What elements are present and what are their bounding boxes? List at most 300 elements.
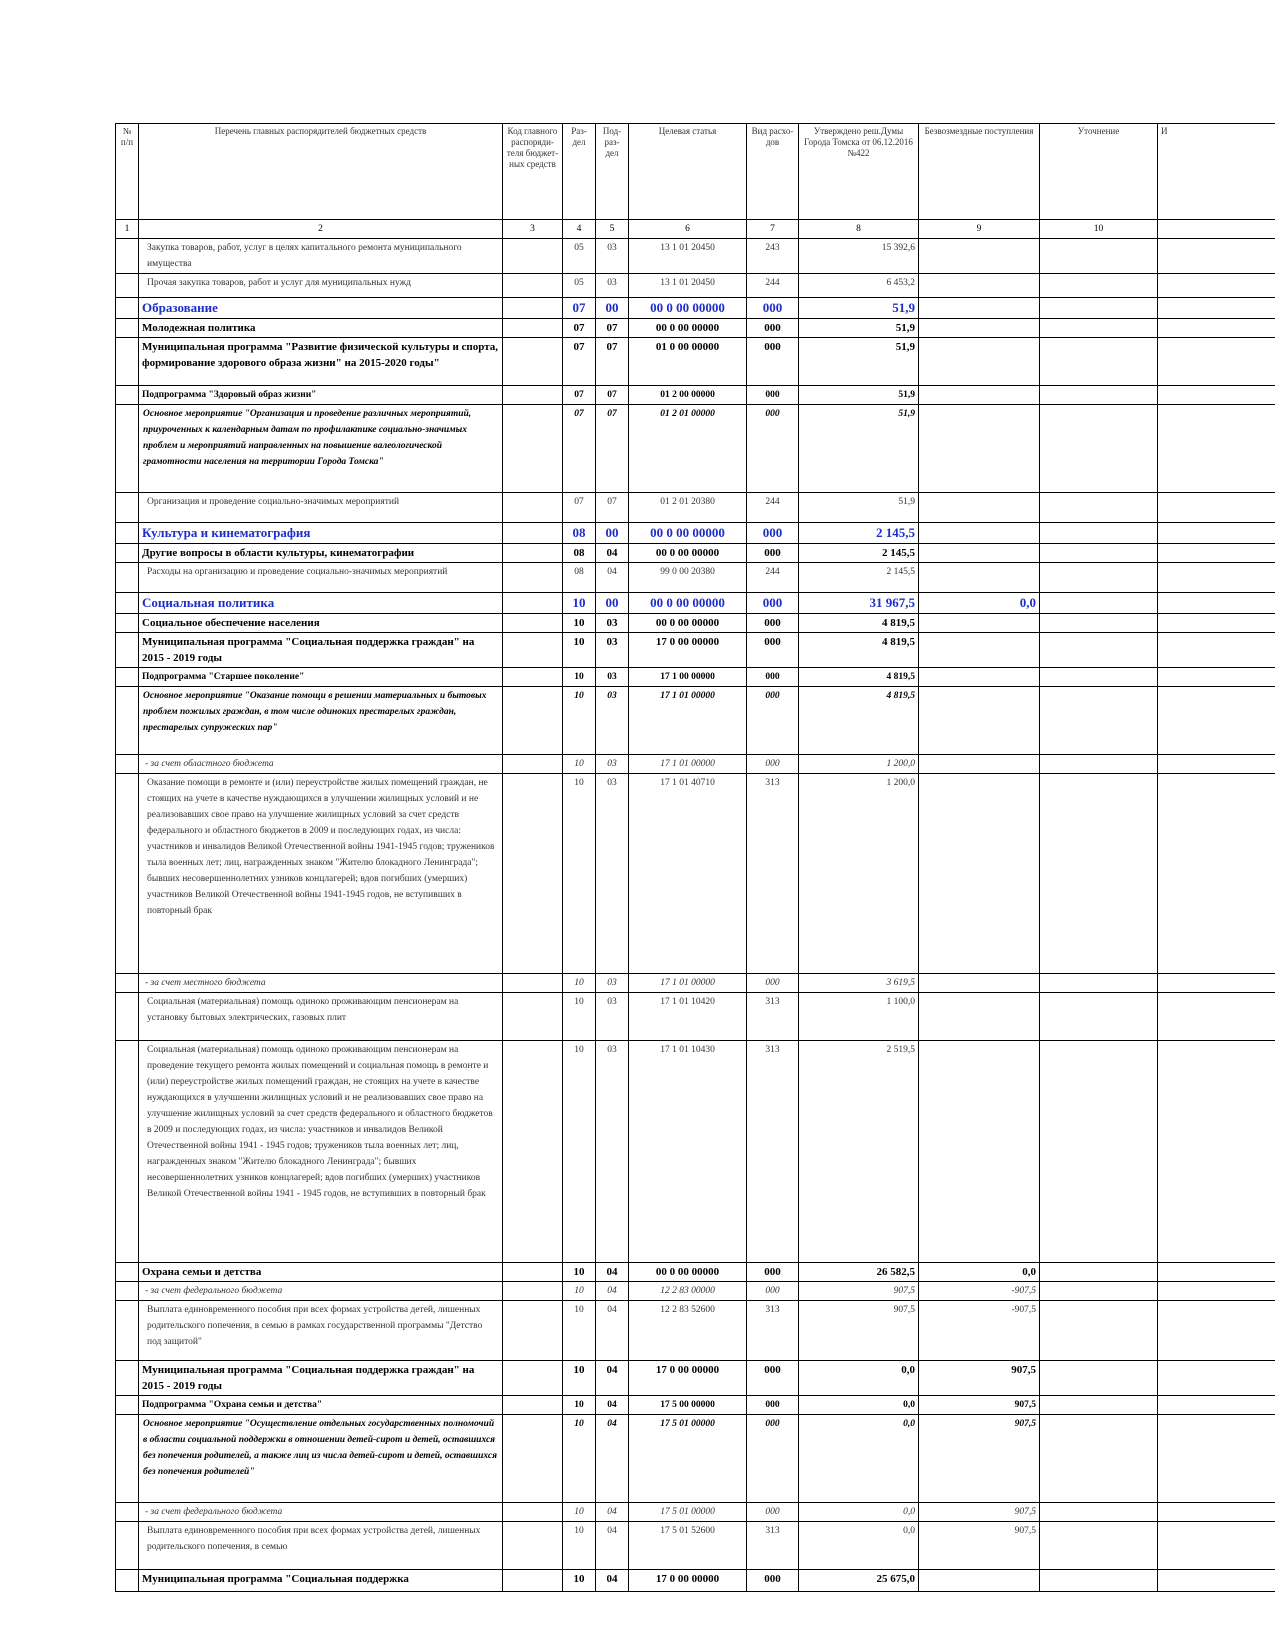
col-number: 8	[799, 220, 919, 239]
razdel-cell: 08	[563, 563, 596, 593]
name-cell: Основное мероприятие "Осуществление отдельных государственных полномочий в области социальной поддержки в отношении детей-сирот и детей, оставшихся без попечения родителей, а также лиц из числа детей-сирот и детей, оставшихся без попечения родителей"	[139, 1415, 503, 1503]
clarify-cell	[1040, 1361, 1158, 1396]
podrazdel-cell: 04	[596, 1415, 629, 1503]
clarify-cell	[1040, 1415, 1158, 1503]
approved-cell: 6 453,2	[799, 274, 919, 298]
clarify-cell	[1040, 523, 1158, 544]
free-cell	[919, 755, 1040, 774]
num-cell	[116, 239, 139, 274]
last-cell	[1158, 1041, 1275, 1263]
razdel-cell: 10	[563, 593, 596, 614]
razdel-cell: 05	[563, 239, 596, 274]
name-cell: Прочая закупка товаров, работ и услуг для муниципальных нужд	[139, 274, 503, 298]
table-row	[116, 614, 1275, 633]
target-cell: 01 2 01 00000	[629, 405, 747, 493]
target-cell: 17 1 01 00000	[629, 755, 747, 774]
podrazdel-cell: 07	[596, 493, 629, 523]
free-cell: 0,0	[919, 593, 1040, 614]
col-number: 5	[596, 220, 629, 239]
clarify-cell	[1040, 1301, 1158, 1361]
last-cell	[1158, 523, 1275, 544]
approved-cell: 1 200,0	[799, 755, 919, 774]
vid-cell: 000	[747, 1503, 799, 1522]
clarify-cell	[1040, 1041, 1158, 1263]
free-cell	[919, 544, 1040, 563]
num-cell	[116, 338, 139, 386]
free-cell	[919, 386, 1040, 405]
num-cell	[116, 1415, 139, 1503]
free-cell	[919, 614, 1040, 633]
razdel-cell: 07	[563, 405, 596, 493]
col-code-header: Код главного распоряди-теля бюджет-ных средств	[503, 124, 563, 220]
target-cell: 12 2 83 52600	[629, 1301, 747, 1361]
podrazdel-cell: 03	[596, 274, 629, 298]
free-cell: -907,5	[919, 1282, 1040, 1301]
podrazdel-cell: 04	[596, 1570, 629, 1592]
name-cell: - за счет федерального бюджета	[139, 1282, 503, 1301]
table-row	[116, 523, 1275, 544]
code-cell	[503, 319, 563, 338]
free-cell	[919, 668, 1040, 687]
last-cell	[1158, 687, 1275, 755]
code-cell	[503, 493, 563, 523]
approved-cell: 1 200,0	[799, 774, 919, 974]
table-row	[116, 493, 1275, 523]
name-cell: - за счет областного бюджета	[139, 755, 503, 774]
approved-cell: 3 619,5	[799, 974, 919, 993]
target-cell: 12 2 83 00000	[629, 1282, 747, 1301]
target-cell: 00 0 00 00000	[629, 1263, 747, 1282]
approved-cell: 0,0	[799, 1396, 919, 1415]
code-cell	[503, 593, 563, 614]
target-cell: 17 1 01 10420	[629, 993, 747, 1041]
target-cell: 00 0 00 00000	[629, 319, 747, 338]
table-row	[116, 755, 1275, 774]
podrazdel-cell: 04	[596, 1522, 629, 1570]
vid-cell: 000	[747, 1361, 799, 1396]
num-cell	[116, 563, 139, 593]
approved-cell: 4 819,5	[799, 614, 919, 633]
vid-cell: 000	[747, 523, 799, 544]
podrazdel-cell: 00	[596, 298, 629, 319]
approved-cell: 51,9	[799, 386, 919, 405]
free-cell	[919, 1041, 1040, 1263]
approved-cell: 907,5	[799, 1282, 919, 1301]
razdel-cell: 10	[563, 993, 596, 1041]
header-row	[116, 124, 1275, 220]
razdel-cell: 10	[563, 687, 596, 755]
podrazdel-cell: 03	[596, 687, 629, 755]
free-cell	[919, 405, 1040, 493]
free-cell	[919, 319, 1040, 338]
col-number: 9	[919, 220, 1040, 239]
approved-cell: 51,9	[799, 298, 919, 319]
clarify-cell	[1040, 386, 1158, 405]
name-cell: Подпрограмма "Здоровый образ жизни"	[139, 386, 503, 405]
razdel-cell: 10	[563, 668, 596, 687]
table-row	[116, 1041, 1275, 1263]
num-cell	[116, 1301, 139, 1361]
table-row	[116, 405, 1275, 493]
podrazdel-cell: 07	[596, 405, 629, 493]
table-row	[116, 239, 1275, 274]
name-cell: Выплата единовременного пособия при всех формах устройства детей, лишенных родительского попечения, в семью	[139, 1522, 503, 1570]
free-cell	[919, 974, 1040, 993]
col-number	[1158, 220, 1275, 239]
clarify-cell	[1040, 1522, 1158, 1570]
code-cell	[503, 298, 563, 319]
approved-cell: 26 582,5	[799, 1263, 919, 1282]
target-cell: 13 1 01 20450	[629, 239, 747, 274]
vid-cell: 000	[747, 593, 799, 614]
num-cell	[116, 774, 139, 974]
num-cell	[116, 386, 139, 405]
approved-cell: 25 675,0	[799, 1570, 919, 1592]
num-cell	[116, 1522, 139, 1570]
table-row	[116, 668, 1275, 687]
podrazdel-cell: 07	[596, 338, 629, 386]
name-cell: Выплата единовременного пособия при всех формах устройства детей, лишенных родительского попечения, в семью в рамках государственной программы "Детство под защитой"	[139, 1301, 503, 1361]
column-number-row	[116, 220, 1275, 239]
approved-cell: 51,9	[799, 338, 919, 386]
col-name-header: Перечень главных распорядителей бюджетных средств	[139, 124, 503, 220]
num-cell	[116, 1570, 139, 1592]
table-row	[116, 563, 1275, 593]
name-cell: Подпрограмма "Охрана семьи и детства"	[139, 1396, 503, 1415]
free-cell	[919, 563, 1040, 593]
col-razdel-header: Раз-дел	[563, 124, 596, 220]
free-cell	[919, 687, 1040, 755]
num-cell	[116, 633, 139, 668]
vid-cell: 313	[747, 1041, 799, 1263]
approved-cell: 15 392,6	[799, 239, 919, 274]
num-cell	[116, 687, 139, 755]
code-cell	[503, 1361, 563, 1396]
free-cell	[919, 993, 1040, 1041]
name-cell: Муниципальная программа "Социальная поддержка	[139, 1570, 503, 1592]
vid-cell: 313	[747, 1301, 799, 1361]
clarify-cell	[1040, 239, 1158, 274]
name-cell: Другие вопросы в области культуры, кинематографии	[139, 544, 503, 563]
razdel-cell: 10	[563, 1396, 596, 1415]
table-row	[116, 1396, 1275, 1415]
podrazdel-cell: 04	[596, 1503, 629, 1522]
last-cell	[1158, 668, 1275, 687]
razdel-cell: 10	[563, 1522, 596, 1570]
num-cell	[116, 1503, 139, 1522]
vid-cell: 000	[747, 668, 799, 687]
podrazdel-cell: 04	[596, 1282, 629, 1301]
last-cell	[1158, 563, 1275, 593]
target-cell: 17 1 01 10430	[629, 1041, 747, 1263]
target-cell: 00 0 00 00000	[629, 523, 747, 544]
name-cell: Оказание помощи в ремонте и (или) переустройстве жилых помещений граждан, не стоящих на учете в качестве нуждающихся в улучшении жилищных условий и не реализовавших свое право на улучшение жилищных условий за счет средств федерального и областного бюджетов в 2009 и последующих годах, из числа: участников и инвалидов Великой Отечественной войны 1941-1945 годов; тружеников тыла военных лет; лиц, награжденных знаком "Жителю блокадного Ленинграда"; бывших несовершеннолетних узников концлагерей; вдов погибших (умерших) участников Великой Отечественной войны 1941-1945 годов, не вступивших в повторный брак	[139, 774, 503, 974]
code-cell	[503, 1503, 563, 1522]
approved-cell: 2 145,5	[799, 544, 919, 563]
razdel-cell: 10	[563, 1570, 596, 1592]
podrazdel-cell: 00	[596, 593, 629, 614]
podrazdel-cell: 04	[596, 1263, 629, 1282]
podrazdel-cell: 03	[596, 668, 629, 687]
podrazdel-cell: 03	[596, 974, 629, 993]
name-cell: Социальная политика	[139, 593, 503, 614]
free-cell	[919, 523, 1040, 544]
target-cell: 17 5 01 52600	[629, 1522, 747, 1570]
last-cell	[1158, 1570, 1275, 1592]
approved-cell: 0,0	[799, 1522, 919, 1570]
podrazdel-cell: 04	[596, 1361, 629, 1396]
podrazdel-cell: 03	[596, 993, 629, 1041]
col-vid-header: Вид расхо-дов	[747, 124, 799, 220]
vid-cell: 000	[747, 974, 799, 993]
clarify-cell	[1040, 755, 1158, 774]
vid-cell: 000	[747, 1415, 799, 1503]
target-cell: 17 1 01 00000	[629, 974, 747, 993]
code-cell	[503, 1263, 563, 1282]
razdel-cell: 10	[563, 1361, 596, 1396]
razdel-cell: 08	[563, 544, 596, 563]
code-cell	[503, 974, 563, 993]
clarify-cell	[1040, 1570, 1158, 1592]
name-cell: Охрана семьи и детства	[139, 1263, 503, 1282]
vid-cell: 000	[747, 1263, 799, 1282]
target-cell: 01 0 00 00000	[629, 338, 747, 386]
last-cell	[1158, 405, 1275, 493]
last-cell	[1158, 755, 1275, 774]
name-cell: Организация и проведение социально-значимых мероприятий	[139, 493, 503, 523]
razdel-cell: 08	[563, 523, 596, 544]
table-row	[116, 544, 1275, 563]
clarify-cell	[1040, 493, 1158, 523]
name-cell: Социальная (материальная) помощь одиноко проживающим пенсионерам на проведение текущего ремонта жилых помещений и социальная помощь в ремонте и (или) переустройстве жилых помещений граждан, не стоящих на учете в качестве нуждающихся в улучшении жилищных условий и не реализовавших свое право на улучшение жилищных условий за счет средств федерального и областного бюджетов в 2009 и последующих годах, из числа: участников и инвалидов Великой Отечественной войны 1941 - 1945 годов; тружеников тыла военных лет; лиц, награжденных знаком "Жителю блокадного Ленинграда"; бывших несовершеннолетних узников концлагерей; вдов погибших (умерших) участников Великой Отечественной войны 1941 - 1945 годов, не вступивших в повторный брак	[139, 1041, 503, 1263]
code-cell	[503, 523, 563, 544]
table-row	[116, 1570, 1275, 1592]
razdel-cell: 10	[563, 774, 596, 974]
vid-cell: 000	[747, 1570, 799, 1592]
target-cell: 99 0 00 20380	[629, 563, 747, 593]
code-cell	[503, 386, 563, 405]
free-cell	[919, 338, 1040, 386]
table-row	[116, 593, 1275, 614]
code-cell	[503, 274, 563, 298]
vid-cell: 243	[747, 239, 799, 274]
free-cell: 907,5	[919, 1522, 1040, 1570]
code-cell	[503, 338, 563, 386]
num-cell	[116, 593, 139, 614]
col-clarify-header: Уточнение	[1040, 124, 1158, 220]
target-cell: 00 0 00 00000	[629, 593, 747, 614]
last-cell	[1158, 274, 1275, 298]
col-number: 6	[629, 220, 747, 239]
code-cell	[503, 633, 563, 668]
name-cell: Муниципальная программа "Развитие физической культуры и спорта, формирование здорового образа жизни" на 2015-2020 годы"	[139, 338, 503, 386]
code-cell	[503, 1301, 563, 1361]
vid-cell: 244	[747, 493, 799, 523]
col-target-header: Целевая статья	[629, 124, 747, 220]
vid-cell: 000	[747, 633, 799, 668]
col-approved-header: Утверждено реш.Думы Города Томска от 06.12.2016 №422	[799, 124, 919, 220]
last-cell	[1158, 298, 1275, 319]
code-cell	[503, 563, 563, 593]
vid-cell: 000	[747, 386, 799, 405]
vid-cell: 000	[747, 544, 799, 563]
num-cell	[116, 668, 139, 687]
table-row	[116, 319, 1275, 338]
clarify-cell	[1040, 633, 1158, 668]
num-cell	[116, 493, 139, 523]
free-cell: -907,5	[919, 1301, 1040, 1361]
target-cell: 17 1 00 00000	[629, 668, 747, 687]
target-cell: 01 2 00 00000	[629, 386, 747, 405]
clarify-cell	[1040, 593, 1158, 614]
approved-cell: 0,0	[799, 1361, 919, 1396]
clarify-cell	[1040, 405, 1158, 493]
last-cell	[1158, 1263, 1275, 1282]
name-cell: Муниципальная программа "Социальная поддержка граждан" на 2015 - 2019 годы	[139, 633, 503, 668]
table-row	[116, 1263, 1275, 1282]
num-cell	[116, 1041, 139, 1263]
podrazdel-cell: 03	[596, 1041, 629, 1263]
last-cell	[1158, 614, 1275, 633]
clarify-cell	[1040, 319, 1158, 338]
clarify-cell	[1040, 563, 1158, 593]
last-cell	[1158, 1396, 1275, 1415]
num-cell	[116, 319, 139, 338]
target-cell: 13 1 01 20450	[629, 274, 747, 298]
col-last-header: И	[1158, 124, 1275, 220]
num-cell	[116, 405, 139, 493]
num-cell	[116, 993, 139, 1041]
vid-cell: 244	[747, 274, 799, 298]
free-cell: 907,5	[919, 1361, 1040, 1396]
clarify-cell	[1040, 974, 1158, 993]
table-row	[116, 1301, 1275, 1361]
podrazdel-cell: 03	[596, 774, 629, 974]
vid-cell: 000	[747, 338, 799, 386]
vid-cell: 000	[747, 1396, 799, 1415]
last-cell	[1158, 1522, 1275, 1570]
col-free-header: Безвозмездные поступления	[919, 124, 1040, 220]
col-number: 10	[1040, 220, 1158, 239]
razdel-cell: 10	[563, 1041, 596, 1263]
last-cell	[1158, 319, 1275, 338]
clarify-cell	[1040, 1396, 1158, 1415]
vid-cell: 000	[747, 1282, 799, 1301]
podrazdel-cell: 04	[596, 563, 629, 593]
table-row	[116, 974, 1275, 993]
last-cell	[1158, 1415, 1275, 1503]
num-cell	[116, 1282, 139, 1301]
table-row	[116, 386, 1275, 405]
vid-cell: 000	[747, 755, 799, 774]
table-body	[116, 239, 1275, 1592]
table-row	[116, 298, 1275, 319]
clarify-cell	[1040, 338, 1158, 386]
table-row	[116, 338, 1275, 386]
code-cell	[503, 1522, 563, 1570]
approved-cell: 0,0	[799, 1415, 919, 1503]
podrazdel-cell: 07	[596, 319, 629, 338]
approved-cell: 51,9	[799, 319, 919, 338]
last-cell	[1158, 544, 1275, 563]
num-cell	[116, 1361, 139, 1396]
name-cell: Основное мероприятие "Оказание помощи в решении материальных и бытовых проблем пожилых граждан, в том числе одиноких престарелых граждан, престарелых супружеских пар"	[139, 687, 503, 755]
target-cell: 17 1 01 40710	[629, 774, 747, 974]
last-cell	[1158, 493, 1275, 523]
col-number: 4	[563, 220, 596, 239]
name-cell: Закупка товаров, работ, услуг в целях капитального ремонта муниципального имущества	[139, 239, 503, 274]
free-cell	[919, 239, 1040, 274]
target-cell: 17 0 00 00000	[629, 1361, 747, 1396]
razdel-cell: 10	[563, 755, 596, 774]
free-cell	[919, 493, 1040, 523]
clarify-cell	[1040, 1282, 1158, 1301]
clarify-cell	[1040, 274, 1158, 298]
col-number: 2	[139, 220, 503, 239]
clarify-cell	[1040, 993, 1158, 1041]
target-cell: 17 5 01 00000	[629, 1415, 747, 1503]
target-cell: 01 2 01 20380	[629, 493, 747, 523]
last-cell	[1158, 239, 1275, 274]
table-row	[116, 1361, 1275, 1396]
razdel-cell: 10	[563, 1415, 596, 1503]
razdel-cell: 10	[563, 974, 596, 993]
col-number: 3	[503, 220, 563, 239]
clarify-cell	[1040, 544, 1158, 563]
table-row	[116, 1282, 1275, 1301]
num-cell	[116, 298, 139, 319]
approved-cell: 51,9	[799, 493, 919, 523]
num-cell	[116, 1263, 139, 1282]
approved-cell: 4 819,5	[799, 687, 919, 755]
razdel-cell: 10	[563, 633, 596, 668]
free-cell	[919, 1570, 1040, 1592]
approved-cell: 2 145,5	[799, 523, 919, 544]
razdel-cell: 07	[563, 319, 596, 338]
code-cell	[503, 1396, 563, 1415]
code-cell	[503, 544, 563, 563]
table-row	[116, 993, 1275, 1041]
razdel-cell: 10	[563, 1282, 596, 1301]
clarify-cell	[1040, 1503, 1158, 1522]
code-cell	[503, 687, 563, 755]
approved-cell: 4 819,5	[799, 633, 919, 668]
free-cell	[919, 774, 1040, 974]
num-cell	[116, 274, 139, 298]
razdel-cell: 05	[563, 274, 596, 298]
last-cell	[1158, 338, 1275, 386]
table-row	[116, 1503, 1275, 1522]
clarify-cell	[1040, 614, 1158, 633]
col-podrazdel-header: Под-раз-дел	[596, 124, 629, 220]
last-cell	[1158, 1301, 1275, 1361]
name-cell: Подпрограмма "Старшее поколение"	[139, 668, 503, 687]
razdel-cell: 10	[563, 614, 596, 633]
podrazdel-cell: 00	[596, 523, 629, 544]
podrazdel-cell: 03	[596, 755, 629, 774]
num-cell	[116, 614, 139, 633]
code-cell	[503, 668, 563, 687]
table-row	[116, 1522, 1275, 1570]
target-cell: 17 0 00 00000	[629, 1570, 747, 1592]
approved-cell: 2 519,5	[799, 1041, 919, 1263]
podrazdel-cell: 07	[596, 386, 629, 405]
code-cell	[503, 614, 563, 633]
razdel-cell: 10	[563, 1301, 596, 1361]
vid-cell: 313	[747, 774, 799, 974]
vid-cell: 000	[747, 405, 799, 493]
free-cell: 907,5	[919, 1396, 1040, 1415]
